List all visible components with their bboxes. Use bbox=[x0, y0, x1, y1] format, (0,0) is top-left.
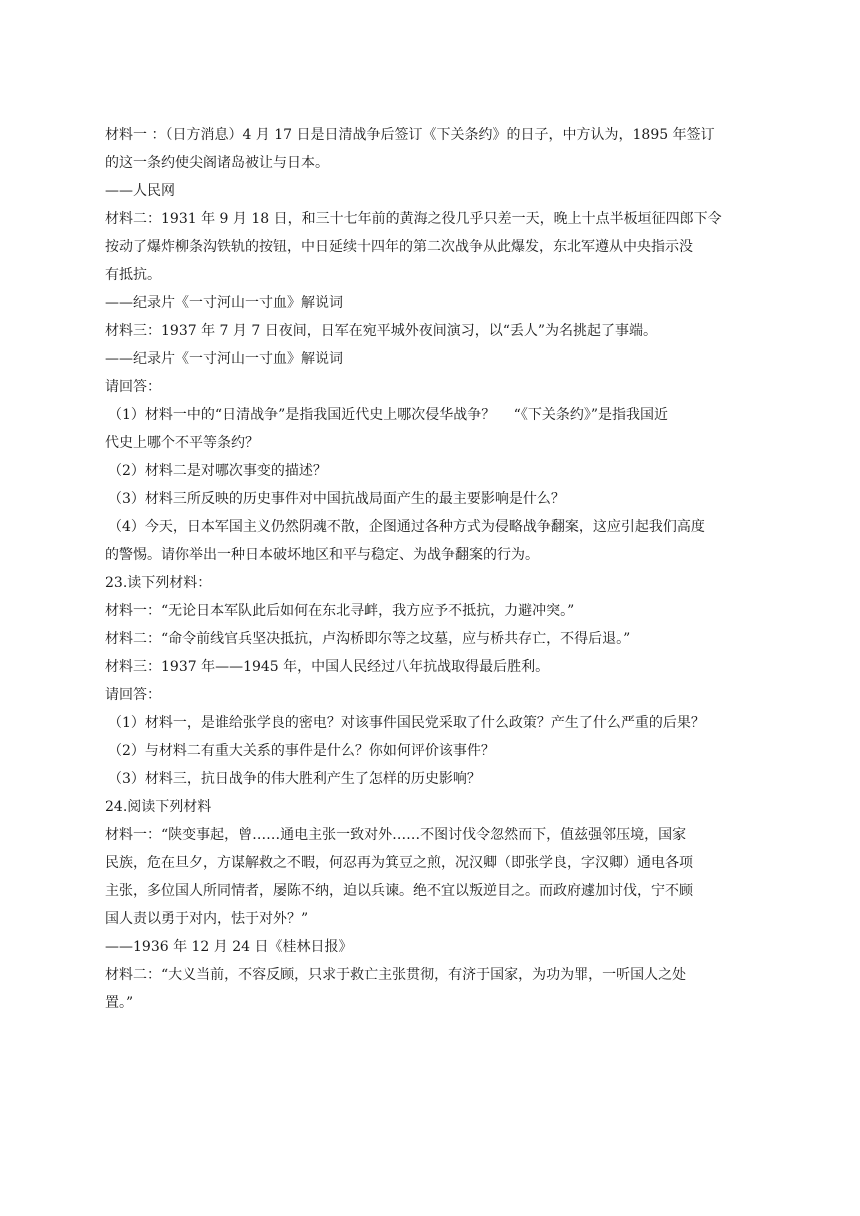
item-24-material-1-end: 国人责以勇于对内，怯于对外？” bbox=[105, 911, 309, 927]
material-1-text: 材料一 ：（日方消息）4 月 17 日是日清战争后签订《下关条约》的日子，中方认为，1895 年签订 bbox=[105, 127, 715, 143]
item-24-material-1: 材料一：“陕变事起，曾……通电主张一致对外……不图讨伐令忽然而下，值兹强邻压境，国家 bbox=[105, 827, 687, 843]
item-24-material-1-cont: 民族，危在旦夕，方谋解救之不暇，何忍再为箕豆之煎，况汉卿（即张学良，字汉卿）通电各项 bbox=[105, 855, 693, 871]
question-2: （2）材料二是对哪次事变的描述？ bbox=[108, 463, 327, 479]
item-24-heading: 24.阅读下列材料 bbox=[105, 799, 212, 815]
question-1: （1）材料一中的“日清战争”是指我国近代史上哪次侵华战争？ “《下关条约》”是指我国近 bbox=[108, 407, 668, 423]
material-3-source: ——纪录片《一寸河山一寸血》解说词 bbox=[105, 351, 343, 367]
question-1-cont: 代史上哪个不平等条约？ bbox=[105, 435, 259, 451]
question-4-cont: 的警惕。请你举出一种日本破坏地区和平与稳定、为战争翻案的行为。 bbox=[105, 547, 539, 563]
material-2-text-end: 有抵抗。 bbox=[105, 267, 161, 283]
item-23-material-2: 材料二：“命令前线官兵坚决抵抗，卢沟桥即尔等之坟墓，应与桥共存亡，不得后退。” bbox=[105, 631, 631, 647]
item-23-question-2: （2）与材料二有重大关系的事件是什么？你如何评价该事件？ bbox=[108, 743, 495, 759]
item-23-question-3: （3）材料三，抗日战争的伟大胜利产生了怎样的历史影响？ bbox=[108, 771, 481, 787]
material-2-text: 材料二：1931 年 9 月 18 日，和三十七年前的黄海之役几乎只差一天，晚上十点半板垣征四郎下令 bbox=[105, 211, 722, 227]
question-prompt: 请回答： bbox=[105, 379, 161, 395]
item-24-material-2-end: 置。” bbox=[105, 995, 134, 1011]
material-2-source: ——纪录片《一寸河山一寸血》解说词 bbox=[105, 295, 343, 311]
material-1-text-cont: 的这一条约使尖阁诸岛被让与日本。 bbox=[105, 155, 329, 171]
item-23-question-1: （1）材料一，是谁给张学良的密电？对该事件国民党采取了什么政策？产生了什么严重的后果？ bbox=[108, 715, 705, 731]
question-4: （4）今天，日本军国主义仍然阴魂不散，企图通过各种方式为侵略战争翻案，这应引起我们高度 bbox=[108, 519, 705, 535]
item-24-material-1-source: ——1936 年 12 月 24 日《桂林日报》 bbox=[105, 939, 353, 955]
material-1-source: ——人民网 bbox=[105, 183, 175, 199]
material-3-text: 材料三：1937 年 7 月 7 日夜间，日军在宛平城外夜间演习，以“丢人”为名挑起了事端。 bbox=[105, 323, 658, 339]
document-page bbox=[105, 121, 757, 1017]
item-23-question-prompt: 请回答： bbox=[105, 687, 161, 703]
material-2-text-cont: 按动了爆炸柳条沟铁轨的按钮，中日延续十四年的第二次战争从此爆发，东北军遵从中央指示没 bbox=[105, 239, 693, 255]
item-23-material-1: 材料一：“无论日本军队此后如何在东北寻衅，我方应予不抵抗，力避冲突。” bbox=[105, 603, 575, 619]
item-24-material-2: 材料二：“大义当前，不容反顾，只求于救亡主张贯彻，有济于国家，为功为罪，一听国人之处 bbox=[105, 967, 687, 983]
item-24-material-1-cont-2: 主张，多位国人所同情者，屡陈不纳，迫以兵谏。绝不宜以叛逆目之。而政府遽加讨伐，宁不顾 bbox=[105, 883, 693, 899]
question-3: （3）材料三所反映的历史事件对中国抗战局面产生的最主要影响是什么？ bbox=[108, 491, 565, 507]
item-23-material-3: 材料三：1937 年——1945 年，中国人民经过八年抗战取得最后胜利。 bbox=[105, 659, 550, 675]
item-23-heading: 23.读下列材料： bbox=[105, 575, 212, 591]
